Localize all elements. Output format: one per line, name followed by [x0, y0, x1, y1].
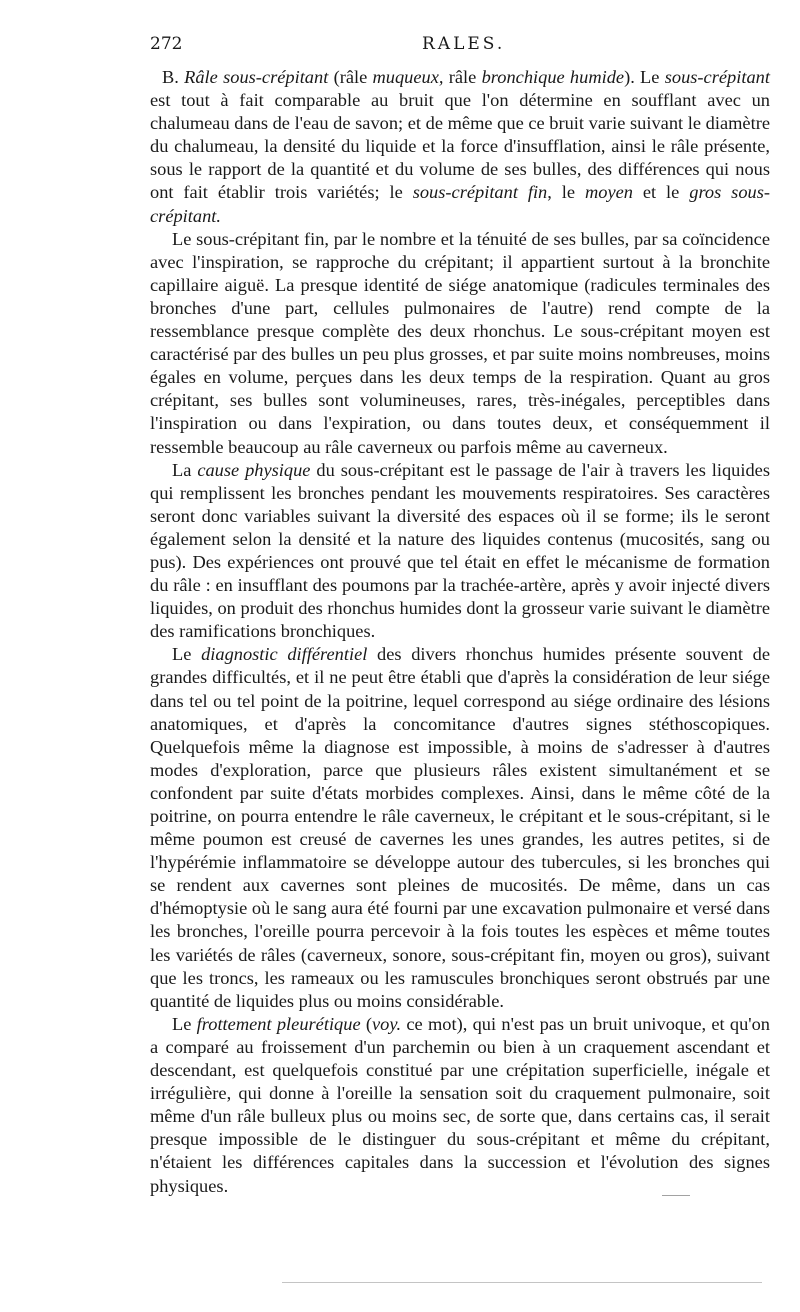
italic-term: diagnostic différentiel	[201, 644, 368, 665]
italic-term: gros sous-crépitant.	[150, 182, 771, 226]
text-run: ). Le	[624, 67, 665, 87]
text-run: B.	[162, 67, 185, 87]
paragraph-rale-sous-crepitant	[150, 66, 770, 228]
text-run: est tout à fait comparable au bruit que l'on détermine en soufflant avec un chalumeau dans de l'eau de savon; et de même que ce bruit varie suivant le diamètre du chalumeau, la densité du liquide et la force d'insufflation, ainsi le râle présente, sous le rapport de la quantité et du volume de ses bulles, des différences qui nous ont fait établir trois variétés; le	[150, 90, 770, 203]
running-title: RALES.	[422, 34, 506, 54]
text-run: ce mot), qui n'est pas un bruit univoque, et qu'on a comparé au froissement d'un parchemin ou bien à un craquement ascendant et descendant, est quelquefois constitué par une crépitation superficielle, inégale et irrégulière, qui donne à l'oreille la sensation soit du craquement pulmonaire, soit même d'un râle bulleux plus ou moins sec, de sorte que, dans certains cas, il serait presque impossible de le distinguer du sous-crépitant et même du crépitant, n'étaient les différences capitales dans la succession et l'évolution des signes physiques.	[150, 1013, 770, 1196]
italic-term: cause physique	[197, 459, 311, 480]
text-run: des divers rhonchus humides présente souvent de grandes difficultés, et il ne peut être établi que d'après la considération de leur siége dans tel ou tel point de la poitrine, lequel correspond au siége ordinaire des lésions anatomiques, et d'après la concomitance d'autres signes stéthoscopiques. Quelquefois même la diagnose est impossible, à moins de s'adresser à d'autres modes d'exploration, parce que plusieurs râles existent simultanément et se confondent par suite d'états morbides complexes. Ainsi, dans le même côté de la poitrine, on pourra entendre le râle caverneux, le crépitant et le sous-crépitant, si le même poumon est creusé de cavernes les unes grandes, les autres petites, si de l'hypérémie inflammatoire se développe autour des tubercules, si les bronches qui se rendent aux cavernes sont pleines de mucosités. De même, dans un cas d'hémoptysie où le sang aura été fourni par une excavation pulmonaire et versé dans les bronches, l'oreille pourra percevoir à la fois toutes les espèces et même toutes les variétés de râles (caverneux, sonore, sous-crépitant fin, moyen ou gros), suivant que les troncs, les rameaux ou les ramuscules bronchiques seront obstrués par une quantité de liquides plus ou moins considérable.	[150, 644, 770, 1011]
italic-term: sous-crépitant fin	[412, 182, 548, 203]
italic-term: bronchique humide	[481, 67, 625, 87]
italic-term: sous-crépitant	[664, 67, 770, 87]
italic-term: muqueux,	[372, 67, 444, 87]
end-rule	[662, 1195, 690, 1196]
paragraph-diagnostic-differentiel	[150, 643, 770, 1013]
text-run: Le	[172, 644, 202, 665]
italic-term: Râle sous-crépitant	[184, 67, 329, 87]
text-run: La	[172, 459, 198, 480]
text-run: et le	[632, 182, 690, 203]
text-run: (râle	[328, 67, 373, 87]
italic-term: frottement pleurétique	[196, 1013, 361, 1034]
text-run: du sous-crépitant est le passage de l'air à travers les liquides qui remplissent les bronches pendant les mouvements respiratoires. Ses caractères seront donc variables suivant la diversité des espaces où il se forme; ils le seront également selon la densité et la nature des liquides contenus (mucosités, sang ou pus). Des expériences ont prouvé que tel était en effet le mécanisme de formation du râle : en insufflant des poumons par la trachée-artère, après y avoir injecté divers liquides, on produit des rhonchus humides dont la grosseur varie suivant le diamètre des ramifications bronchiques.	[150, 459, 771, 642]
page-number: 272	[150, 34, 183, 54]
text-run: , le	[547, 182, 585, 203]
footer-rule	[282, 1282, 762, 1283]
paragraph-cause-physique	[150, 459, 770, 644]
text-run: râle	[443, 67, 482, 87]
text-run: Le	[172, 1013, 197, 1034]
paragraph-sous-crepitant-fin	[150, 228, 770, 459]
page-header	[150, 34, 770, 58]
italic-term: moyen	[584, 182, 633, 203]
italic-term: voy.	[372, 1013, 402, 1034]
text-run: (	[360, 1013, 373, 1034]
body-text	[150, 66, 770, 1198]
paragraph-frottement-pleuretique	[150, 1013, 770, 1198]
text-run: Le sous-crépitant fin, par le nombre et la ténuité de ses bulles, par sa coïncidence avec l'inspiration, se rapproche du crépitant; il appartient surtout à la bronchite capillaire aiguë. La presque identité de siége anatomique (radicules terminales des bronches d'une part, cellules pulmonaires de l'autre) rend compte de la ressemblance presque complète des deux rhonchus. Le sous-crépitant moyen est caractérisé par des bulles un peu plus grosses, et par suite moins nombreuses, moins égales en volume, perçues dans les deux temps de la respiration. Quant au gros crépitant, ses bulles sont volumineuses, rares, très-inégales, perceptibles dans l'inspiration ou dans l'expiration, ou dans toutes deux, et conséquemment il ressemble beaucoup au râle caverneux ou parfois même au caverneux.	[150, 228, 770, 457]
